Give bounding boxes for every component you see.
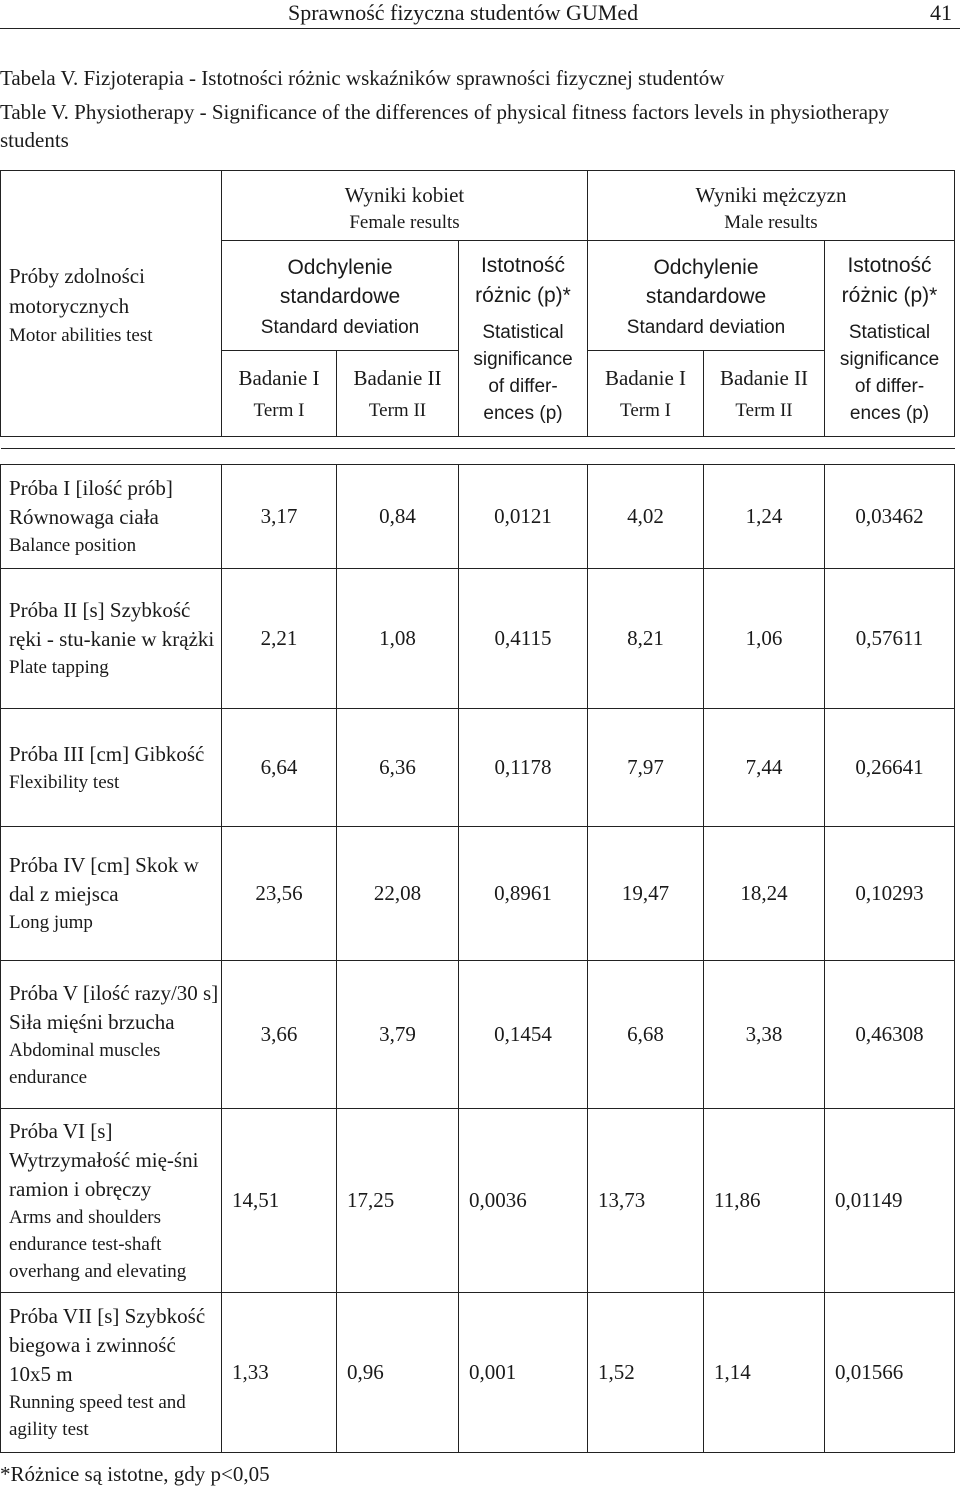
- value-cell: 3,66: [222, 961, 337, 1109]
- row-label: Próba V [ilość razy/30 s] Siła mięśni brzucha Abdominal muscles endurance: [1, 961, 222, 1109]
- row-label: Próba VII [s] Szybkość biegowa i zwinność 10x5 m Running speed test and agility test: [1, 1293, 222, 1453]
- value-cell: 8,21: [588, 569, 704, 709]
- value-cell: 22,08: [337, 827, 459, 961]
- value-cell: 7,44: [704, 709, 825, 827]
- value-cell: 0,1178: [459, 709, 588, 827]
- value-cell: 7,97: [588, 709, 704, 827]
- value-cell: 0,96: [337, 1293, 459, 1453]
- table-row: [1, 827, 955, 961]
- term2-header-male: Badanie II Term II: [704, 351, 825, 437]
- value-cell: 0,01149: [825, 1109, 955, 1293]
- column-header-motor-tests: Próby zdolności motorycznych Motor abilities test: [1, 171, 222, 437]
- value-cell: 3,79: [337, 961, 459, 1109]
- value-cell: 1,14: [704, 1293, 825, 1453]
- table-row: [1, 465, 955, 569]
- table-row: [1, 1293, 955, 1453]
- value-cell: 0,10293: [825, 827, 955, 961]
- value-cell: 1,24: [704, 465, 825, 569]
- value-cell: 6,36: [337, 709, 459, 827]
- value-cell: 6,68: [588, 961, 704, 1109]
- value-cell: 0,84: [337, 465, 459, 569]
- value-cell: 2,21: [222, 569, 337, 709]
- header-spacer: [1, 437, 955, 449]
- table-row: [1, 709, 955, 827]
- value-cell: 0,8961: [459, 827, 588, 961]
- term2-header-female: Badanie II Term II: [337, 351, 459, 437]
- footnote: *Różnice są istotne, gdy p<0,05: [0, 1462, 270, 1486]
- value-cell: 0,57611: [825, 569, 955, 709]
- table-row: [1, 961, 955, 1109]
- fitness-values-table: [0, 464, 955, 1453]
- value-cell: 0,0121: [459, 465, 588, 569]
- row-label: Próba I [ilość prób] Równowaga ciała Balance position: [1, 465, 222, 569]
- value-cell: 0,26641: [825, 709, 955, 827]
- table-row: [1, 569, 955, 709]
- value-cell: 0,46308: [825, 961, 955, 1109]
- value-cell: 4,02: [588, 465, 704, 569]
- value-cell: 0,03462: [825, 465, 955, 569]
- significance-header-female: Istotność różnic (p)* Statistical significance of differ-ences (p): [459, 241, 588, 437]
- term1-header-male: Badanie I Term I: [588, 351, 704, 437]
- row-label: Próba VI [s] Wytrzymałość mię-śni ramion i obręczy Arms and shoulders endurance test-shaft overhang and elevating: [1, 1109, 222, 1293]
- page-number: 41: [930, 0, 952, 25]
- value-cell: 0,001: [459, 1293, 588, 1453]
- value-cell: 0,0036: [459, 1109, 588, 1293]
- row-label: Próba III [cm] Gibkość Flexibility test: [1, 709, 222, 827]
- row-label: Próba II [s] Szybkość ręki - stu-kanie w krążki Plate tapping: [1, 569, 222, 709]
- value-cell: 18,24: [704, 827, 825, 961]
- value-cell: 14,51: [222, 1109, 337, 1293]
- value-cell: 3,17: [222, 465, 337, 569]
- value-cell: 3,38: [704, 961, 825, 1109]
- value-cell: 0,01566: [825, 1293, 955, 1453]
- value-cell: 1,52: [588, 1293, 704, 1453]
- value-cell: 1,33: [222, 1293, 337, 1453]
- term1-header-female: Badanie I Term I: [222, 351, 337, 437]
- running-title: Sprawność fizyczna studentów GUMed: [288, 0, 639, 25]
- sd-header-male: Odchylenie standardowe Standard deviation: [588, 241, 825, 351]
- value-cell: 6,64: [222, 709, 337, 827]
- table-caption-polish: Tabela V. Fizjoterapia - Istotności różnic wskaźników sprawności fizycznej studentów: [0, 66, 725, 90]
- value-cell: 1,06: [704, 569, 825, 709]
- group-header-male: Wyniki mężczyzn Male results: [588, 171, 955, 241]
- value-cell: 0,1454: [459, 961, 588, 1109]
- table-row: [1, 1109, 955, 1293]
- significance-header-male: Istotność różnic (p)* Statistical significance of differ-ences (p): [825, 241, 955, 437]
- value-cell: 19,47: [588, 827, 704, 961]
- fitness-significance-table: [0, 170, 955, 449]
- sd-header-female: Odchylenie standardowe Standard deviation: [222, 241, 459, 351]
- group-header-female: Wyniki kobiet Female results: [222, 171, 588, 241]
- value-cell: 17,25: [337, 1109, 459, 1293]
- running-header: [0, 0, 960, 29]
- row-label: Próba IV [cm] Skok w dal z miejsca Long jump: [1, 827, 222, 961]
- value-cell: 23,56: [222, 827, 337, 961]
- value-cell: 11,86: [704, 1109, 825, 1293]
- value-cell: 13,73: [588, 1109, 704, 1293]
- value-cell: 0,4115: [459, 569, 588, 709]
- table-caption-english: Table V. Physiotherapy - Significance of the differences of physical fitness factors levels in physiotherapy students: [0, 100, 890, 152]
- value-cell: 1,08: [337, 569, 459, 709]
